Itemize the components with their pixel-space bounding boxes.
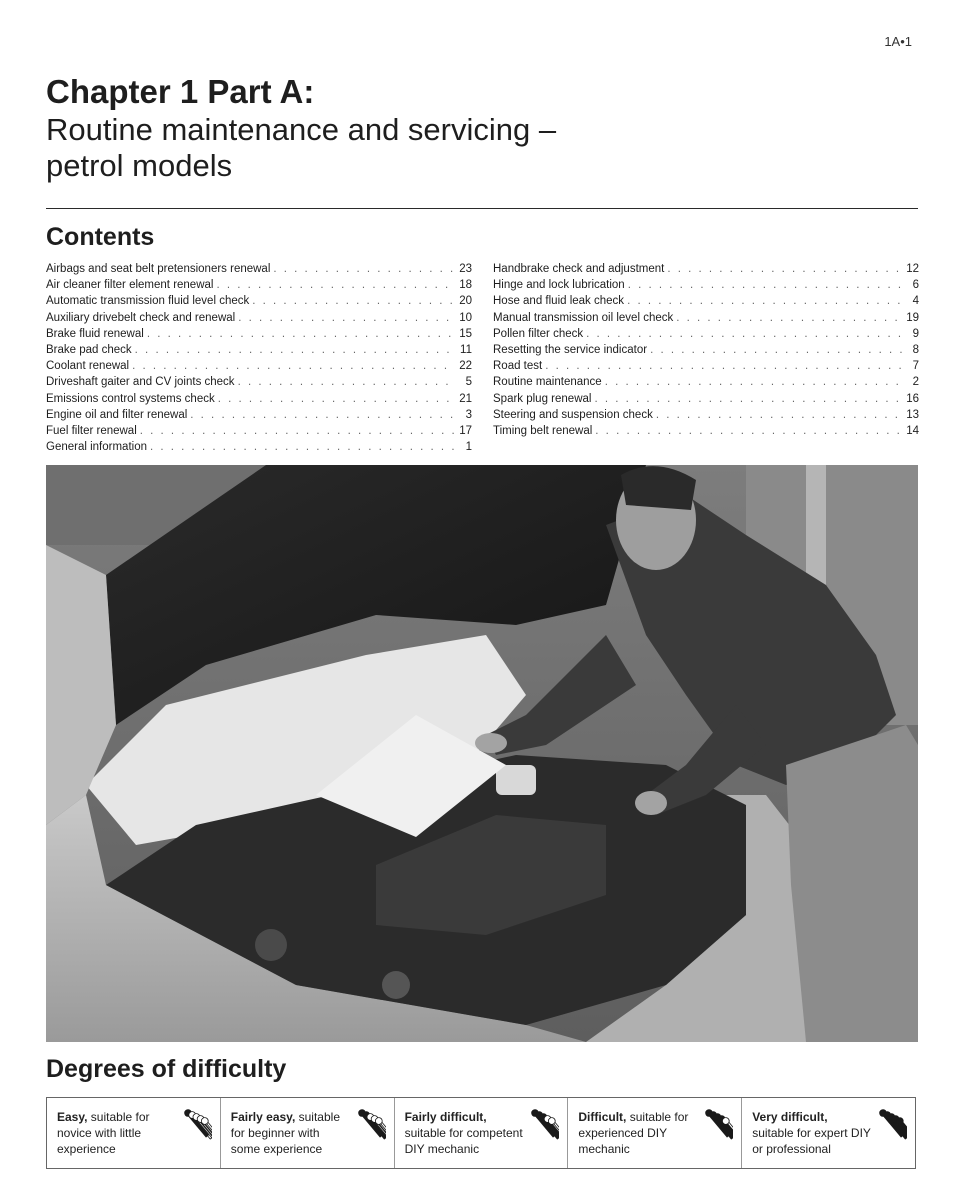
contents-entry — [46, 310, 472, 326]
difficulty-level — [567, 1098, 741, 1168]
dot-leader — [238, 374, 455, 390]
difficulty-heading: Degrees of difficulty — [46, 1055, 287, 1083]
contents-entry — [493, 358, 919, 374]
dot-leader — [656, 407, 902, 423]
contents-entry-label: Emissions control systems check — [46, 392, 215, 405]
difficulty-description — [231, 1109, 356, 1157]
dot-leader — [627, 293, 902, 309]
chapter-title: Chapter 1 Part A: — [46, 73, 315, 110]
dot-leader — [218, 391, 455, 407]
contents-entry-page: 1 — [465, 441, 472, 454]
contents-entry-label: Brake pad check — [46, 343, 132, 356]
contents-entry-page: 2 — [912, 376, 919, 389]
dot-leader — [605, 374, 902, 390]
contents-entry-page: 17 — [459, 424, 472, 437]
dot-leader — [238, 310, 455, 326]
contents-entry-label: Air cleaner filter element renewal — [46, 279, 214, 292]
contents-entry-page: 4 — [912, 295, 919, 308]
contents-entry — [46, 293, 472, 309]
contents-entry-label: Spark plug renewal — [493, 392, 592, 405]
contents-entry — [46, 342, 472, 358]
contents-entry-label: Engine oil and filter renewal — [46, 408, 188, 421]
contents-entry-page: 3 — [465, 408, 472, 421]
dot-leader — [545, 358, 902, 374]
dot-leader — [252, 293, 455, 309]
photo-illustration — [46, 465, 918, 1042]
contents-entry-label: Hose and fluid leak check — [493, 295, 625, 308]
contents-entry — [493, 277, 919, 293]
difficulty-level-suffix: suitable for — [626, 1110, 689, 1124]
contents-entry-label: Fuel filter renewal — [46, 424, 137, 437]
contents-entry-label: Coolant renewal — [46, 360, 130, 373]
contents-entry-page: 13 — [906, 408, 919, 421]
chapter-header — [46, 72, 918, 184]
difficulty-line-2: suitable for expert DIY — [752, 1126, 871, 1140]
difficulty-description — [578, 1109, 703, 1157]
header-rule — [46, 208, 918, 209]
difficulty-line-2: suitable for competent — [404, 1126, 523, 1140]
dot-leader — [150, 439, 455, 455]
wrench-icon — [356, 1105, 386, 1161]
wrench-icon — [703, 1105, 733, 1161]
difficulty-level — [47, 1098, 220, 1168]
dot-leader — [628, 277, 902, 293]
dot-leader — [650, 342, 902, 358]
contents-entry-label: Driveshaft gaiter and CV joints check — [46, 376, 235, 389]
contents-entry-label: Automatic transmission fluid level check — [46, 295, 250, 308]
contents-entry — [493, 293, 919, 309]
contents-entry — [493, 342, 919, 358]
contents-entry-page: 6 — [912, 279, 919, 292]
contents-entry — [46, 277, 472, 293]
contents-entry-label: Steering and suspension check — [493, 408, 653, 421]
contents-entry-label: Airbags and seat belt pretensioners renewal — [46, 263, 271, 275]
dot-leader — [135, 342, 455, 358]
difficulty-line-3: DIY mechanic — [404, 1142, 480, 1156]
contents-entry-page: 5 — [465, 376, 472, 389]
contents-entry — [46, 407, 472, 423]
contents-entry-page: 23 — [459, 263, 472, 275]
dot-leader — [216, 277, 455, 293]
difficulty-line-3: mechanic — [578, 1142, 630, 1156]
contents-entry — [493, 261, 919, 277]
difficulty-scale — [46, 1097, 916, 1169]
difficulty-level-suffix: suitable for — [87, 1110, 150, 1124]
contents-entry — [46, 374, 472, 390]
difficulty-level — [220, 1098, 394, 1168]
dot-leader — [676, 310, 902, 326]
chapter-subtitle-line-2: petrol models — [46, 148, 233, 183]
dot-leader — [586, 326, 902, 342]
difficulty-line-3: some experience — [230, 1142, 323, 1156]
contents-entry-page: 11 — [460, 343, 472, 356]
contents-entry-page: 22 — [459, 360, 472, 373]
contents-entry-label: Brake fluid renewal — [46, 327, 144, 340]
chapter-subtitle-line-1: Routine maintenance and servicing – — [46, 112, 557, 147]
contents-entry-label: Road test — [493, 360, 543, 373]
engine-bay-photo — [46, 465, 918, 1042]
difficulty-level-name: Fairly easy, — [230, 1110, 296, 1124]
difficulty-level-name: Easy, — [57, 1110, 88, 1124]
wrench-icon — [529, 1105, 559, 1161]
contents-entry-label: Resetting the service indicator — [493, 343, 648, 356]
contents-entry-page: 16 — [906, 392, 919, 405]
wrench-icon — [877, 1105, 907, 1161]
contents-entry — [46, 261, 472, 277]
contents-entry — [46, 423, 472, 439]
contents-entry-label: Timing belt renewal — [493, 424, 593, 437]
difficulty-description — [405, 1109, 530, 1157]
contents-entry-page: 21 — [459, 392, 472, 405]
difficulty-line-2: experienced DIY — [578, 1126, 668, 1140]
contents-list-right — [493, 261, 919, 439]
difficulty-level-suffix: suitable — [295, 1110, 340, 1124]
contents-entry-label: Auxiliary drivebelt check and renewal — [46, 311, 236, 324]
contents-entry — [46, 326, 472, 342]
contents-entry-page: 12 — [906, 263, 919, 275]
contents-heading: Contents — [46, 223, 155, 251]
contents-entry — [493, 374, 919, 390]
wrench-icon — [182, 1105, 212, 1161]
difficulty-level — [741, 1098, 915, 1168]
difficulty-level — [394, 1098, 568, 1168]
contents-entry-page: 18 — [459, 279, 472, 292]
difficulty-line-2: for beginner with — [230, 1126, 320, 1140]
difficulty-line-3: experience — [57, 1142, 116, 1156]
dot-leader — [667, 261, 902, 277]
contents-entry — [493, 391, 919, 407]
dot-leader — [140, 423, 455, 439]
page-number: 1A•1 — [884, 34, 912, 49]
difficulty-description — [57, 1109, 182, 1157]
difficulty-level-name: Difficult, — [578, 1110, 627, 1124]
contents-entry-page: 10 — [459, 311, 472, 324]
contents-entry-page: 7 — [912, 360, 919, 373]
contents-entry-page: 14 — [906, 424, 919, 437]
contents-entry-page: 19 — [906, 311, 919, 324]
contents-entry — [493, 407, 919, 423]
difficulty-level-name: Fairly difficult, — [404, 1110, 487, 1124]
contents-list-left — [46, 261, 472, 455]
difficulty-line-3: or professional — [752, 1142, 831, 1156]
contents-entry-page: 9 — [912, 327, 919, 340]
contents-entry-label: General information — [46, 441, 147, 454]
dot-leader — [132, 358, 455, 374]
dot-leader — [273, 261, 455, 277]
difficulty-level-name: Very difficult, — [752, 1110, 828, 1124]
contents-entry-label: Routine maintenance — [493, 376, 602, 389]
contents-entry-label: Hinge and lock lubrication — [493, 279, 625, 292]
difficulty-line-2: novice with little — [57, 1126, 142, 1140]
dot-leader — [595, 423, 902, 439]
contents-entry-page: 8 — [912, 343, 919, 356]
contents-entry — [493, 326, 919, 342]
dot-leader — [190, 407, 455, 423]
contents-entry — [493, 423, 919, 439]
difficulty-description — [752, 1109, 877, 1157]
contents-entry — [46, 358, 472, 374]
contents-entry-label: Handbrake check and adjustment — [493, 263, 665, 275]
contents-entry-label: Pollen filter check — [493, 327, 584, 340]
contents-entry-label: Manual transmission oil level check — [493, 311, 674, 324]
dot-leader — [594, 391, 902, 407]
contents-entry-page: 20 — [459, 295, 472, 308]
contents-entry-page: 15 — [459, 327, 472, 340]
contents-entry — [46, 439, 472, 455]
dot-leader — [147, 326, 455, 342]
contents-entry — [46, 391, 472, 407]
contents-entry — [493, 310, 919, 326]
